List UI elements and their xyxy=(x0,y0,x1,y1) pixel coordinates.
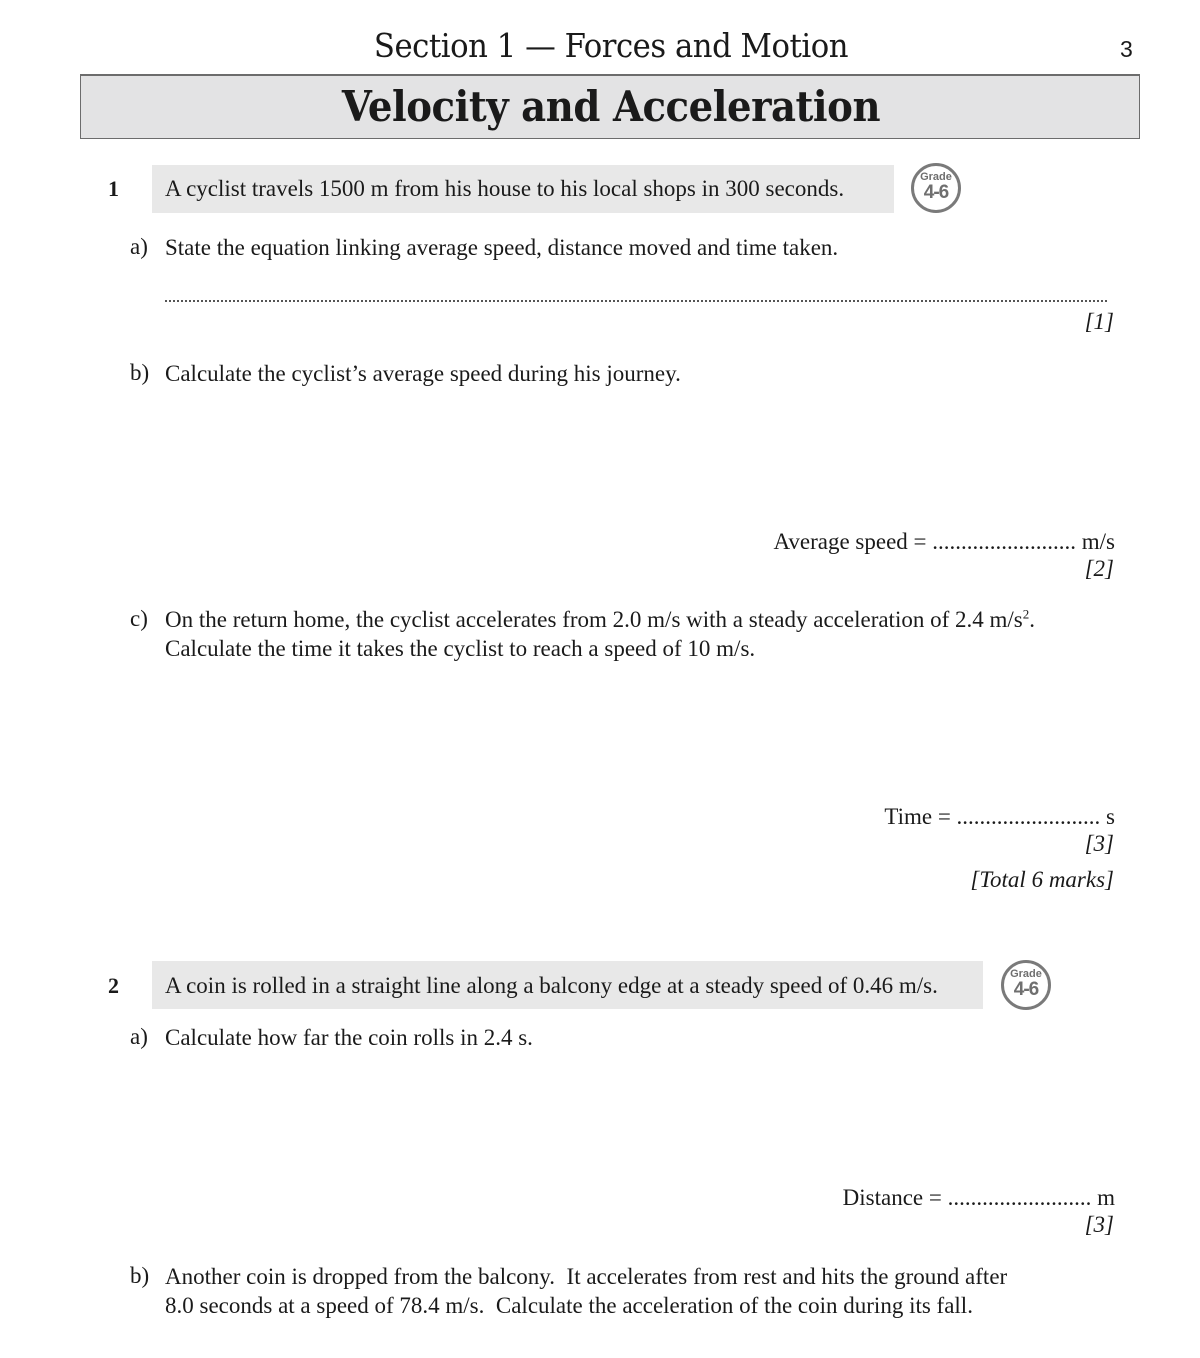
question-number: 1 xyxy=(108,176,119,201)
grade-badge-range: 4-6 xyxy=(1013,979,1039,1000)
grade-badge-icon xyxy=(1001,960,1051,1010)
part-text-line-1: Another coin is dropped from the balcony. It accelerates from rest and hits the ground after xyxy=(165,1264,1008,1289)
part-text: State the equation linking average speed, distance moved and time taken. xyxy=(165,235,839,260)
part-label: a) xyxy=(130,1024,148,1049)
part-text: Calculate how far the coin rolls in 2.4 s. xyxy=(165,1025,533,1050)
marks: [2] xyxy=(1084,556,1114,581)
part-text-line-2: Calculate the time it takes the cyclist to reach a speed of 10 m/s. xyxy=(165,636,756,661)
part-text-line-1 xyxy=(165,605,1035,634)
part-label: a) xyxy=(130,234,148,259)
page-number: 3 xyxy=(1120,36,1133,62)
time-answer[interactable]: Time = ......................... s xyxy=(884,804,1115,829)
question-stem: A cyclist travels 1500 m from his house to his local shops in 300 seconds. xyxy=(165,176,845,201)
section-title: Section 1 — Forces and Motion xyxy=(373,26,849,65)
grade-badge-label: Grade xyxy=(920,171,952,183)
marks: [3] xyxy=(1084,831,1114,856)
answer-line[interactable] xyxy=(165,280,1107,302)
grade-badge-label: Grade xyxy=(1010,968,1042,980)
part-text-line-2: 8.0 seconds at a speed of 78.4 m/s. Calculate the acceleration of the coin during its fall. xyxy=(165,1293,973,1318)
grade-badge-icon xyxy=(911,163,961,213)
marks: [1] xyxy=(1084,309,1114,334)
average-speed-answer[interactable]: Average speed = ......................... m/s xyxy=(773,529,1115,554)
part-text: Calculate the cyclist’s average speed during his journey. xyxy=(165,361,681,386)
superscript: 2 xyxy=(1022,606,1030,622)
part-label: b) xyxy=(130,1263,150,1288)
total-marks: [Total 6 marks] xyxy=(970,867,1114,892)
distance-answer[interactable]: Distance = ......................... m xyxy=(842,1185,1115,1210)
part-label: c) xyxy=(130,606,148,631)
part-text: On the return home, the cyclist accelerates from 2.0 m/s with a steady acceleration of 2.4 m/s xyxy=(165,607,1023,632)
grade-badge-range: 4-6 xyxy=(923,182,949,203)
question-number: 2 xyxy=(108,973,119,998)
part-label: b) xyxy=(130,360,150,385)
punctuation: . xyxy=(1029,607,1035,632)
page-title: Velocity and Acceleration xyxy=(341,82,881,131)
question-stem: A coin is rolled in a straight line along a balcony edge at a steady speed of 0.46 m/s. xyxy=(165,973,938,998)
marks: [3] xyxy=(1084,1212,1114,1237)
